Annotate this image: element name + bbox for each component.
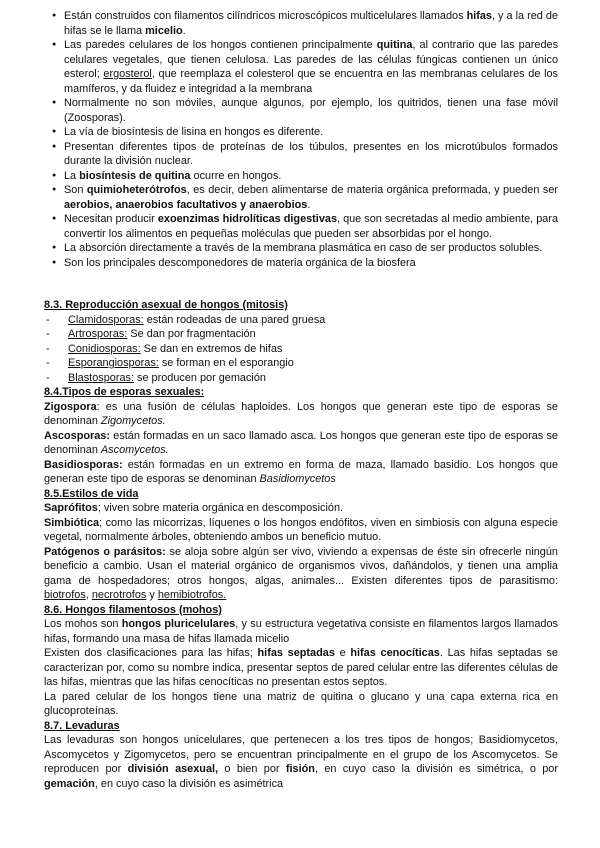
paragraph-basidiosporas: Basidiosporas: están formadas en un extremo en forma de maza, llamado basidio. Los hongos que generan este tipo de esporas se denominan Basidiomycetos <box>44 458 558 485</box>
paragraph-hifas: Existen dos clasificaciones para las hifas; hifas septadas e hifas cenocíticas. Las hifas septadas se caracterizan por, como su nombre indica, presentar septos de pared celular entre las diferentes células de las hifas, mientras que las hifas cenocíticas no presentan estos septos. <box>44 647 558 688</box>
list-item: ● Están construidos con filamentos cilíndricos microscópicos multicelulares llamados hifas, y a la red de hifas se le llama micelio. <box>30 9 558 38</box>
section-8-3 <box>44 298 558 791</box>
list-item: - Clamidosporas: están rodeadas de una pared gruesa <box>44 313 558 328</box>
paragraph-ascosporas: Ascosporas: están formadas en un saco llamado asca. Los hongos que generan este tipo de esporas se denominan Ascomycetos. <box>44 429 558 456</box>
list-item: ● La vía de biosíntesis de lisina en hongos es diferente. <box>30 125 558 140</box>
list-item: ● Son quimioheterótrofos, es decir, deben alimentarse de materia orgánica preformada, y pueden ser aerobios, anaerobios facultativos y anaerobios. <box>30 183 558 212</box>
list-item: - Blastosporas: se producen por gemación <box>44 371 558 386</box>
section-heading: 8.5.Estilos de vida <box>44 487 139 500</box>
section-heading: 8.7. Levaduras <box>44 719 120 732</box>
fungi-characteristics-list <box>30 9 558 270</box>
section-heading: 8.6. Hongos filamentosos (mohos) <box>44 603 222 616</box>
list-item: ● Las paredes celulares de los hongos contienen principalmente quitina, al contrario que las paredes celulares vegetales, que tienen celulosa. Las paredes de las células fúngicas contienen un único esterol; ergosterol, que reemplaza el colesterol que se encuentra en las membranas celulares de los mamíferos, y da fluidez e integridad a la membrana <box>30 38 558 96</box>
ergosterol-term: ergosterol <box>103 68 152 80</box>
list-item: ● La biosíntesis de quitina ocurre en hongos. <box>30 169 558 184</box>
asexual-spores-list <box>44 313 558 386</box>
paragraph-patogenos: Patógenos o parásitos: se aloja sobre algún ser vivo, viviendo a expensas de éste sin ofrecerle ningún beneficio a cambio. Usan el material orgánico de organismos vivos, dañándolos, y tienen una amplia gama de hospedadores; otros hongos, algas, animales... Existen diferentes tipos de parasitismo: biotrofos, necrotrofos y hemibiotrofos. <box>44 545 558 601</box>
paragraph-mohos: Los mohos son hongos pluricelulares, y su estructura vegetativa consiste en filamentos largos llamados hifas, formando una masa de hifas llamada micelio <box>44 618 558 645</box>
paragraph-zigospora: Zigospora: es una fusión de células haploides. Los hongos que generan este tipo de esporas se denominan Zigomycetos. <box>44 400 558 427</box>
section-heading: 8.4.Tipos de esporas sexuales: <box>44 386 205 398</box>
list-item: ● Normalmente no son móviles, aunque algunos, por ejemplo, los quitridos, tienen una fase móvil (Zoosporas). <box>30 96 558 125</box>
list-item: ● Son los principales descomponedores de materia orgánica de la biosfera <box>30 256 558 271</box>
list-item: - Artrosporas: Se dan por fragmentación <box>44 327 558 342</box>
list-item: - Conidiosporas: Se dan en extremos de hifas <box>44 342 558 357</box>
paragraph-saprofitos: Saprófitos; viven sobre materia orgánica en descomposición. <box>44 502 344 514</box>
list-item: ● La absorción directamente a través de la membrana plasmática en caso de ser productos solubles. <box>30 241 558 256</box>
paragraph-pared-celular: La pared celular de los hongos tiene una matriz de quitina o glucano y una capa externa rica en glucoproteínas. <box>44 690 558 717</box>
paragraph-levaduras: Las levaduras son hongos unicelulares, que pertenecen a los tres tipos de hongos; Basidiomycetos, Ascomycetos y Zigomycetos, pero se encuentran principalmente en el grupo de los Ascomycetos. Se reproducen por división asexual, o bien por fisión, en cuyo caso la división es simétrica, o por gemación, en cuyo caso la división es asimétrica <box>44 734 558 790</box>
list-item: - Esporangiosporas: se forman en el esporangio <box>44 356 558 371</box>
paragraph-simbiotica: Simbiótica; como las micorrizas, líquenes o los hongos endófitos, viven en simbiosis con alguna especie vegetal, normalmente árboles, obteniendo ambos un beneficio mutuo. <box>44 516 558 543</box>
section-heading: 8.3. Reproducción asexual de hongos (mitosis) <box>44 299 288 311</box>
list-item: ● Necesitan producir exoenzimas hidrolíticas digestivas, que son secretadas al medio ambiente, para convertir los alimentos en pequeñas moléculas que pueden ser absorbidas por el hongo. <box>30 212 558 241</box>
list-item: ● Presentan diferentes tipos de proteínas de los túbulos, presentes en los microtúbulos formados durante la división nuclear. <box>30 140 558 169</box>
